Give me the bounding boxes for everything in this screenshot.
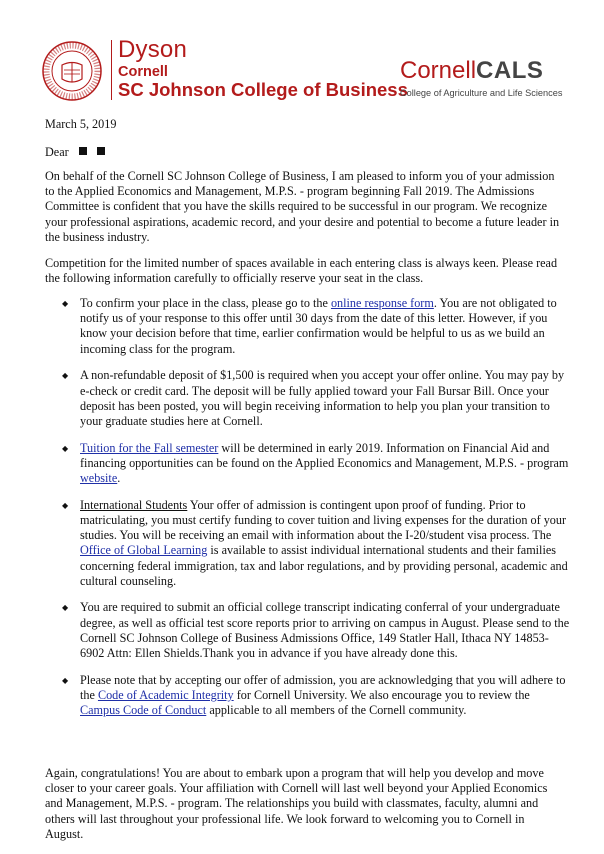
academic-integrity-link[interactable]: Code of Academic Integrity	[97, 687, 234, 702]
campus-code-link[interactable]: Campus Code of Conduct	[80, 703, 207, 718]
list-item	[40, 441, 570, 487]
cals-logo	[400, 58, 543, 84]
bullet-icon: ◆	[62, 603, 69, 613]
salutation-text: Dear	[45, 145, 69, 159]
school-name: SC Johnson College of Business	[118, 79, 408, 100]
bullet-icon: ◆	[62, 371, 69, 381]
letter-date: March 5, 2019	[45, 117, 117, 131]
bullet-icon: ◆	[62, 443, 69, 453]
text: To confirm your place in the class, please go to the	[80, 296, 331, 310]
list-item	[40, 600, 570, 661]
text: will be determined in early 2019. Information on Financial Aid and financing opportunities can be found on the Applied Economics and Management, M.P.S. - program	[80, 440, 569, 470]
text: Your offer of admission is contingent upon proof of funding. Prior to matriculating, you must certify funding to cover tuition and living expenses for the duration of your studies. You will be receiving an email with information about the I-20/student visa process. The	[80, 497, 567, 543]
bullet-icon: ◆	[62, 299, 69, 308]
cals-tagline: College of Agriculture and Life Sciences	[400, 88, 563, 98]
cornell-wordmark: Cornell	[118, 64, 168, 80]
redaction-block	[79, 147, 87, 155]
program-website-link[interactable]: website	[80, 471, 118, 486]
text: A non-refundable deposit of $1,500 is required when you accept your offer online. You may pay by e-check or credit card. The deposit will be fully applied toward your Fall Bursar Bill. Once your deposit has been posted, you will begin receiving information to help you plan your transition to your graduate studies here at Cornell.	[80, 368, 565, 428]
list-item	[40, 498, 570, 589]
bullet-icon: ◆	[62, 675, 69, 685]
salutation	[45, 145, 105, 160]
text: applicable to all members of the Cornell community.	[206, 703, 467, 718]
text: . You are not obligated to notify us of your response to this offer until 30 days from the date of this letter. However, if you know your decision before that time, earlier confirmation would be helpful to us as we build an incoming class for the program.	[80, 296, 557, 356]
text: You are required to submit an official college transcript indicating conferral of your undergraduate degree, as well as official test score reports prior to arriving on campus in August. Please send to the Cornell SC Johnson College of Business Admissions Office, 149 Statler Hall, Ithaca NY 14853-6902 Attn: Ellen Shields.Thank you in advance if you have already done this.	[80, 600, 570, 661]
intro-paragraph: On behalf of the Cornell SC Johnson College of Business, I am pleased to inform you of your admission to the Applied Economics and Management, M.P.S. - program beginning Fall 2019. The Admissions Committee is confident that you have the skills required to be successful in our program. We recognize your professional aspirations, academic record, and your desire and potential to become a future leader in the business industry.	[45, 169, 560, 244]
list-item	[40, 296, 570, 357]
text: for Cornell University. We also encourage you to review the	[233, 687, 530, 702]
cals-logo-cals: CALS	[476, 57, 544, 84]
competition-paragraph: Competition for the limited number of spaces available in each entering class is always keen. Please read the following information carefully to officially reserve your seat in the class.	[45, 256, 558, 286]
redaction-block	[97, 147, 105, 155]
closing-paragraph: Again, congratulations! You are about to embark upon a program that will help you develop and move closer to your career goals. Your affiliation with Cornell will last well beyond your Applied Economics and Management, M.P.S. - program. The relationships you build with classmates, faculty, alumni and others will last throughout your professional life. We look forward to welcoming you to Cornell in August.	[45, 766, 548, 841]
list-item	[40, 368, 570, 429]
tuition-link[interactable]: Tuition for the Fall semester	[80, 440, 219, 455]
text: Please note that by accepting our offer of admission, you are acknowledging that you will adhere to the	[80, 672, 566, 702]
cals-logo-cornell: Cornell	[400, 57, 477, 84]
global-learning-link[interactable]: Office of Global Learning	[80, 543, 208, 558]
bullet-icon: ◆	[62, 500, 69, 510]
text: .	[117, 471, 121, 486]
instructions-list	[40, 296, 570, 730]
text: is available to assist individual international students and their families concerning federal immigration, tax and labor regulations, and by providing personal, academic and cultural counseling.	[80, 543, 568, 588]
online-response-form-link[interactable]: online response form	[330, 296, 434, 310]
cornell-university-seal-icon	[42, 41, 102, 101]
international-students-label: International Students	[80, 497, 188, 512]
list-item	[40, 673, 570, 719]
brand-divider	[111, 40, 112, 100]
dyson-wordmark: Dyson	[118, 36, 188, 63]
